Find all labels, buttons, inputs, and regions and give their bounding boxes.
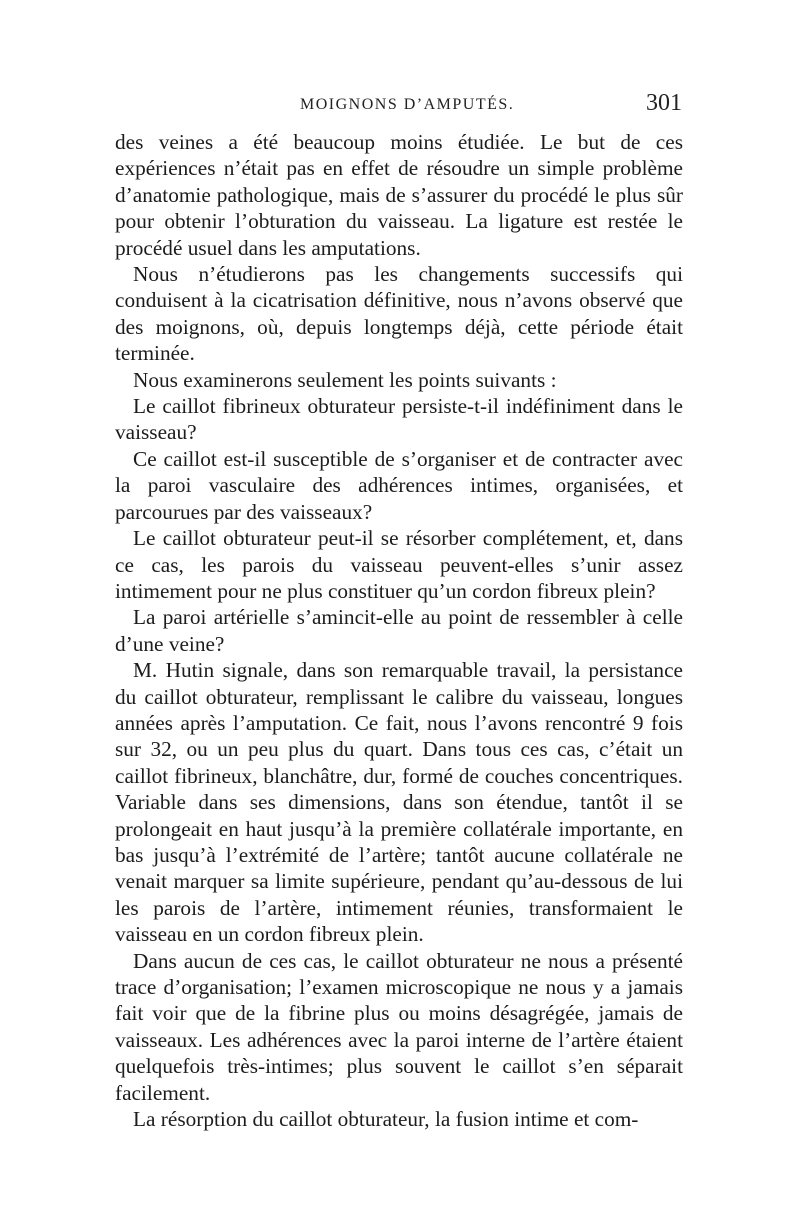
page-number: 301 [646,90,682,116]
paragraph: Le caillot fibrineux obturateur persiste-t-il indéfiniment dans le vaisseau? [115,394,683,445]
paragraph: Le caillot obturateur peut-il se résorber complétement, et, dans ce cas, les parois du vaisseau peuvent-elles s’unir assez intimement pour ne plus constituer qu’un cordon fibreux plein? [115,526,683,603]
body-text [115,129,683,1132]
paragraph: Dans aucun de ces cas, le caillot obturateur ne nous a présenté trace d’organisation; l’examen microscopique ne nous y a jamais fait voir que de la fibrine plus ou moins désagrégée, jamais de vaisseaux. Les adhérences avec la paroi interne de l’artère étaient quelquefois très-intimes; plus souvent le caillot s’en séparait facilement. [115,948,683,1105]
paragraph: M. Hutin signale, dans son remarquable travail, la persistance du caillot obturateur, remplissant le calibre du vaisseau, longues années après l’amputation. Ce fait, nous l’avons rencontré 9 fois sur 32, ou un peu plus du quart. Dans tous ces cas, c’était un caillot fibrineux, blanchâtre, dur, formé de couches concentriques. Variable dans ses dimensions, dans son étendue, tantôt il se prolongeait en haut jusqu’à la première collatérale importante, en bas jusqu’à l’extrémité de l’artère; tantôt aucune collatérale ne venait marquer sa limite supérieure, pendant qu’au-dessous de lui les parois de l’artère, intimement réunies, transformaient le vaisseau en un cordon fibreux plein. [115,658,683,947]
paragraph: Nous n’étudierons pas les changements successifs qui conduisent à la cicatrisation définitive, nous n’avons observé que des moignons, où, depuis longtemps déjà, cette période était terminée. [115,262,683,366]
paragraph: La résorption du caillot obturateur, la fusion intime et com- [133,1107,639,1132]
paragraph: des veines a été beaucoup moins étudiée. Le but de ces expériences n’était pas en effet de résoudre un simple problème d’anatomie pathologique, mais de s’assurer du procédé le plus sûr pour obtenir l’obturation du vaisseau. La ligature est restée le procédé usuel dans les amputations. [115,130,683,260]
paragraph: La paroi artérielle s’amincit-elle au point de ressembler à celle d’une veine? [115,605,683,656]
paragraph: Nous examinerons seulement les points suivants : [133,367,557,392]
running-title: MOIGNONS D’AMPUTÉS. [300,96,515,113]
paragraph: Ce caillot est-il susceptible de s’organiser et de contracter avec la paroi vasculaire des adhérences intimes, organisées, et parcourues par des vaisseaux? [115,446,683,524]
